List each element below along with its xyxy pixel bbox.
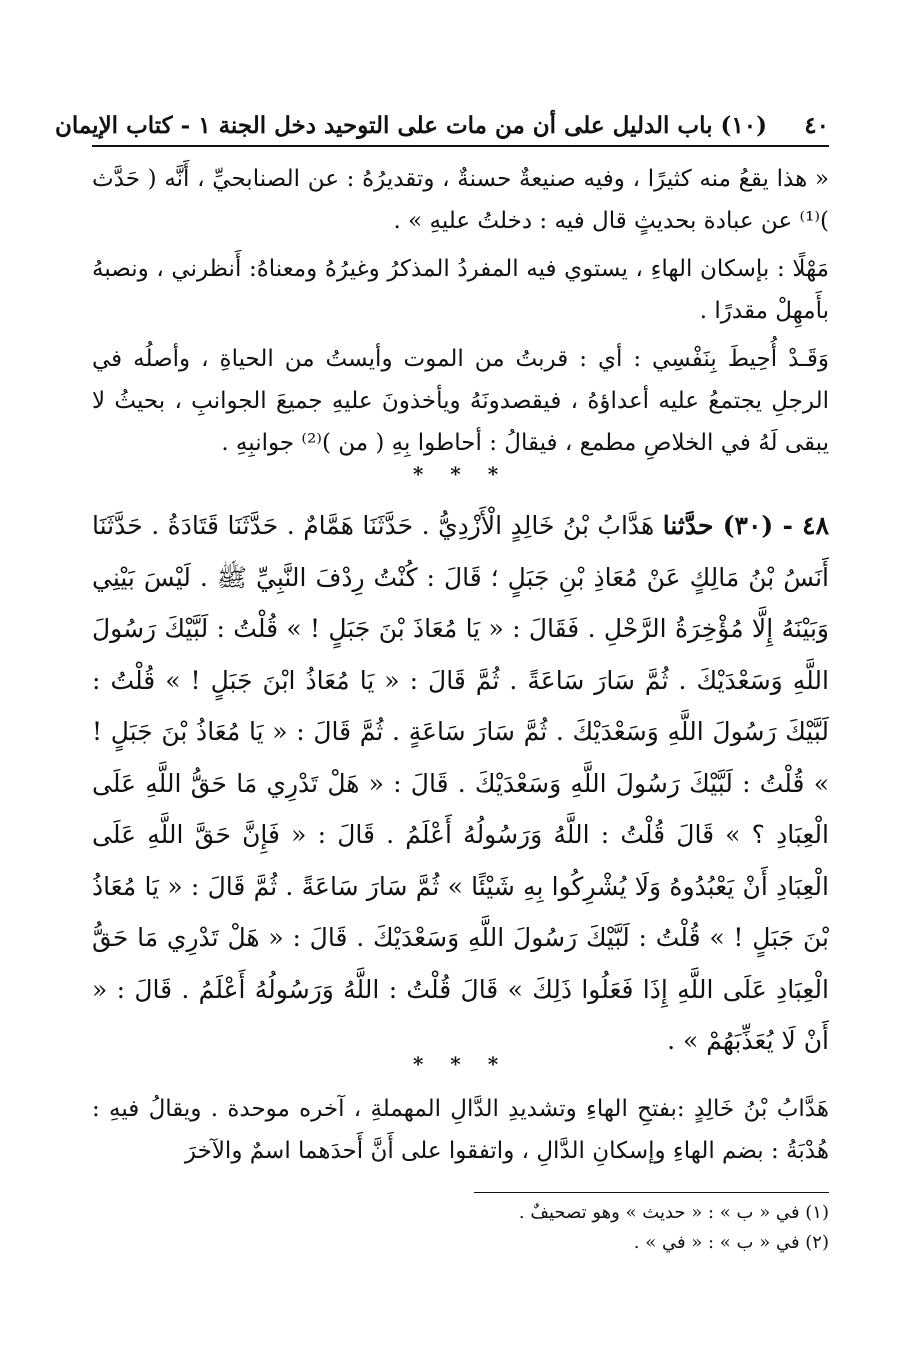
commentary-paragraph: « هذا يقعُ منه كثيرًا ، وفيه صنيعةٌ حسنةٌ ، وتقديرُهُ : عن الصنابحيِّ ، أَنَّه ( حَدَّث )⁽¹⁾ عن عبادة بحديثٍ قال فيه : دخلتُ عليهِ » . [92,166,829,234]
note-paragraph: هَدَّابُ بْنُ خَالِدٍ :بفتحِ الهاءِ وتشديدِ الدَّالِ المهملةِ ، آخره موحدة . ويقالُ فيهِ : هُدْبَةُ : بضم الهاءِ وإسكانِ الدَّالِ ، واتفقوا على أَنَّ أَحدَهما اسمٌ والآخرَ [92,1096,829,1164]
narrator-note [92,1088,829,1172]
hadith-number: ٤٨ - (٣٠) حدَّثنا [662,511,829,540]
footnote-1: (١) في « ب » : « حديث » وهو تصحيفٌ . [518,1202,829,1223]
footnote-rule [474,1192,829,1193]
commentary-paragraph: مَهْلًا : بإسكان الهاءِ ، يستوي فيه المفردُ المذكرُ وغيرُهُ ومعناهُ: أَنظرني ، ونصبهُ بأَمهِلْ مقدرًا . [92,256,829,324]
footnote-2: (٢) في « ب » : « في » . [633,1232,829,1253]
chapter-title: (١٠) باب الدليل على أن من مات على التوحيد دخل الجنة ١ - كتاب الإيمان [54,112,767,139]
footnotes [92,1198,829,1258]
commentary-paragraph: وَقَـدْ أُحِيطَ بِنَفْسِي : أي : قربتُ من الموت وأيستُ من الحياةِ ، وأصلُه في الرجلِ يجتمعُ عليه أعداؤهُ ، فيقصدونَهُ ويأخذونَ عليهِ جميعَ الجوانبِ ، بحيثُ لا يبقى لَهُ في الخلاصِ مطمع ، فيقالُ : أحاطوا بِهِ ( من )⁽²⁾ جوانبِهِ . [92,346,829,456]
header-rule [92,145,829,147]
commentary-block [92,158,829,470]
section-separator: * * * [412,1052,509,1076]
page-number: ٤٠ [804,112,829,139]
section-separator: * * * [412,462,509,486]
running-header [54,106,829,146]
hadith-paragraph [92,500,829,1067]
hadith-block [92,500,829,1067]
hadith-text: هَدَّابُ بْنُ خَالِدٍ الْأَزْدِيُّ . حَدَّثَنَا هَمَّامٌ . حَدَّثَنَا قَتَادَةُ . حَدَّثَنَا أَنَسُ بْنُ مَالِكٍ عَنْ مُعَاذِ بْنِ جَبَلٍ ؛ قَالَ : كُنْتُ رِدْفَ النَّبِيِّ ﷺ . لَيْسَ بَيْنِي وَبَيْنَهُ إِلَّا مُؤْخِرَةُ الرَّحْلِ . فَقَالَ : « يَا مُعَاذَ بْنَ جَبَلٍ ! » قُلْتُ : لَبَّيْكَ رَسُولَ اللَّهِ وَسَعْدَيْكَ . ثُمَّ سَارَ سَاعَةً . ثُمَّ قَالَ : « يَا مُعَاذُ ابْنَ جَبَلٍ ! » قُلْتُ : لَبَّيْكَ رَسُولَ اللَّهِ وَسَعْدَيْكَ . ثُمَّ سَارَ سَاعَةٍ . ثُمَّ قَالَ : « يَا مُعَاذُ بْنَ جَبَلٍ ! » قُلْتُ : لَبَّيْكَ رَسُولَ اللَّهِ وَسَعْدَيْكَ . قَالَ : « هَلْ تَدْرِي مَا حَقُّ اللَّهِ عَلَى الْعِبَادِ ؟ » قَالَ قُلْتُ : اللَّهُ وَرَسُولُهُ أَعْلَمُ . قَالَ : « فَإِنَّ حَقَّ اللَّهِ عَلَى الْعِبَادِ أَنْ يَعْبُدُوهُ وَلَا يُشْرِكُوا بِهِ شَيْئًا » ثُمَّ سَارَ سَاعَةً . ثُمَّ قَالَ : « يَا مُعَاذُ بْنَ جَبَلٍ ! » قُلْتُ : لَبَّيْكَ رَسُولَ اللَّهِ وَسَعْدَيْكَ . قَالَ : « هَلْ تَدْرِي مَا حَقُّ الْعِبَادِ عَلَى اللَّهِ إِذَا فَعَلُوا ذَلِكَ » قَالَ قُلْتُ : اللَّهُ وَرَسُولُهُ أَعْلَمُ . قَالَ : « أَنْ لَا يُعَذِّبَهُمْ » . [92,511,829,1055]
